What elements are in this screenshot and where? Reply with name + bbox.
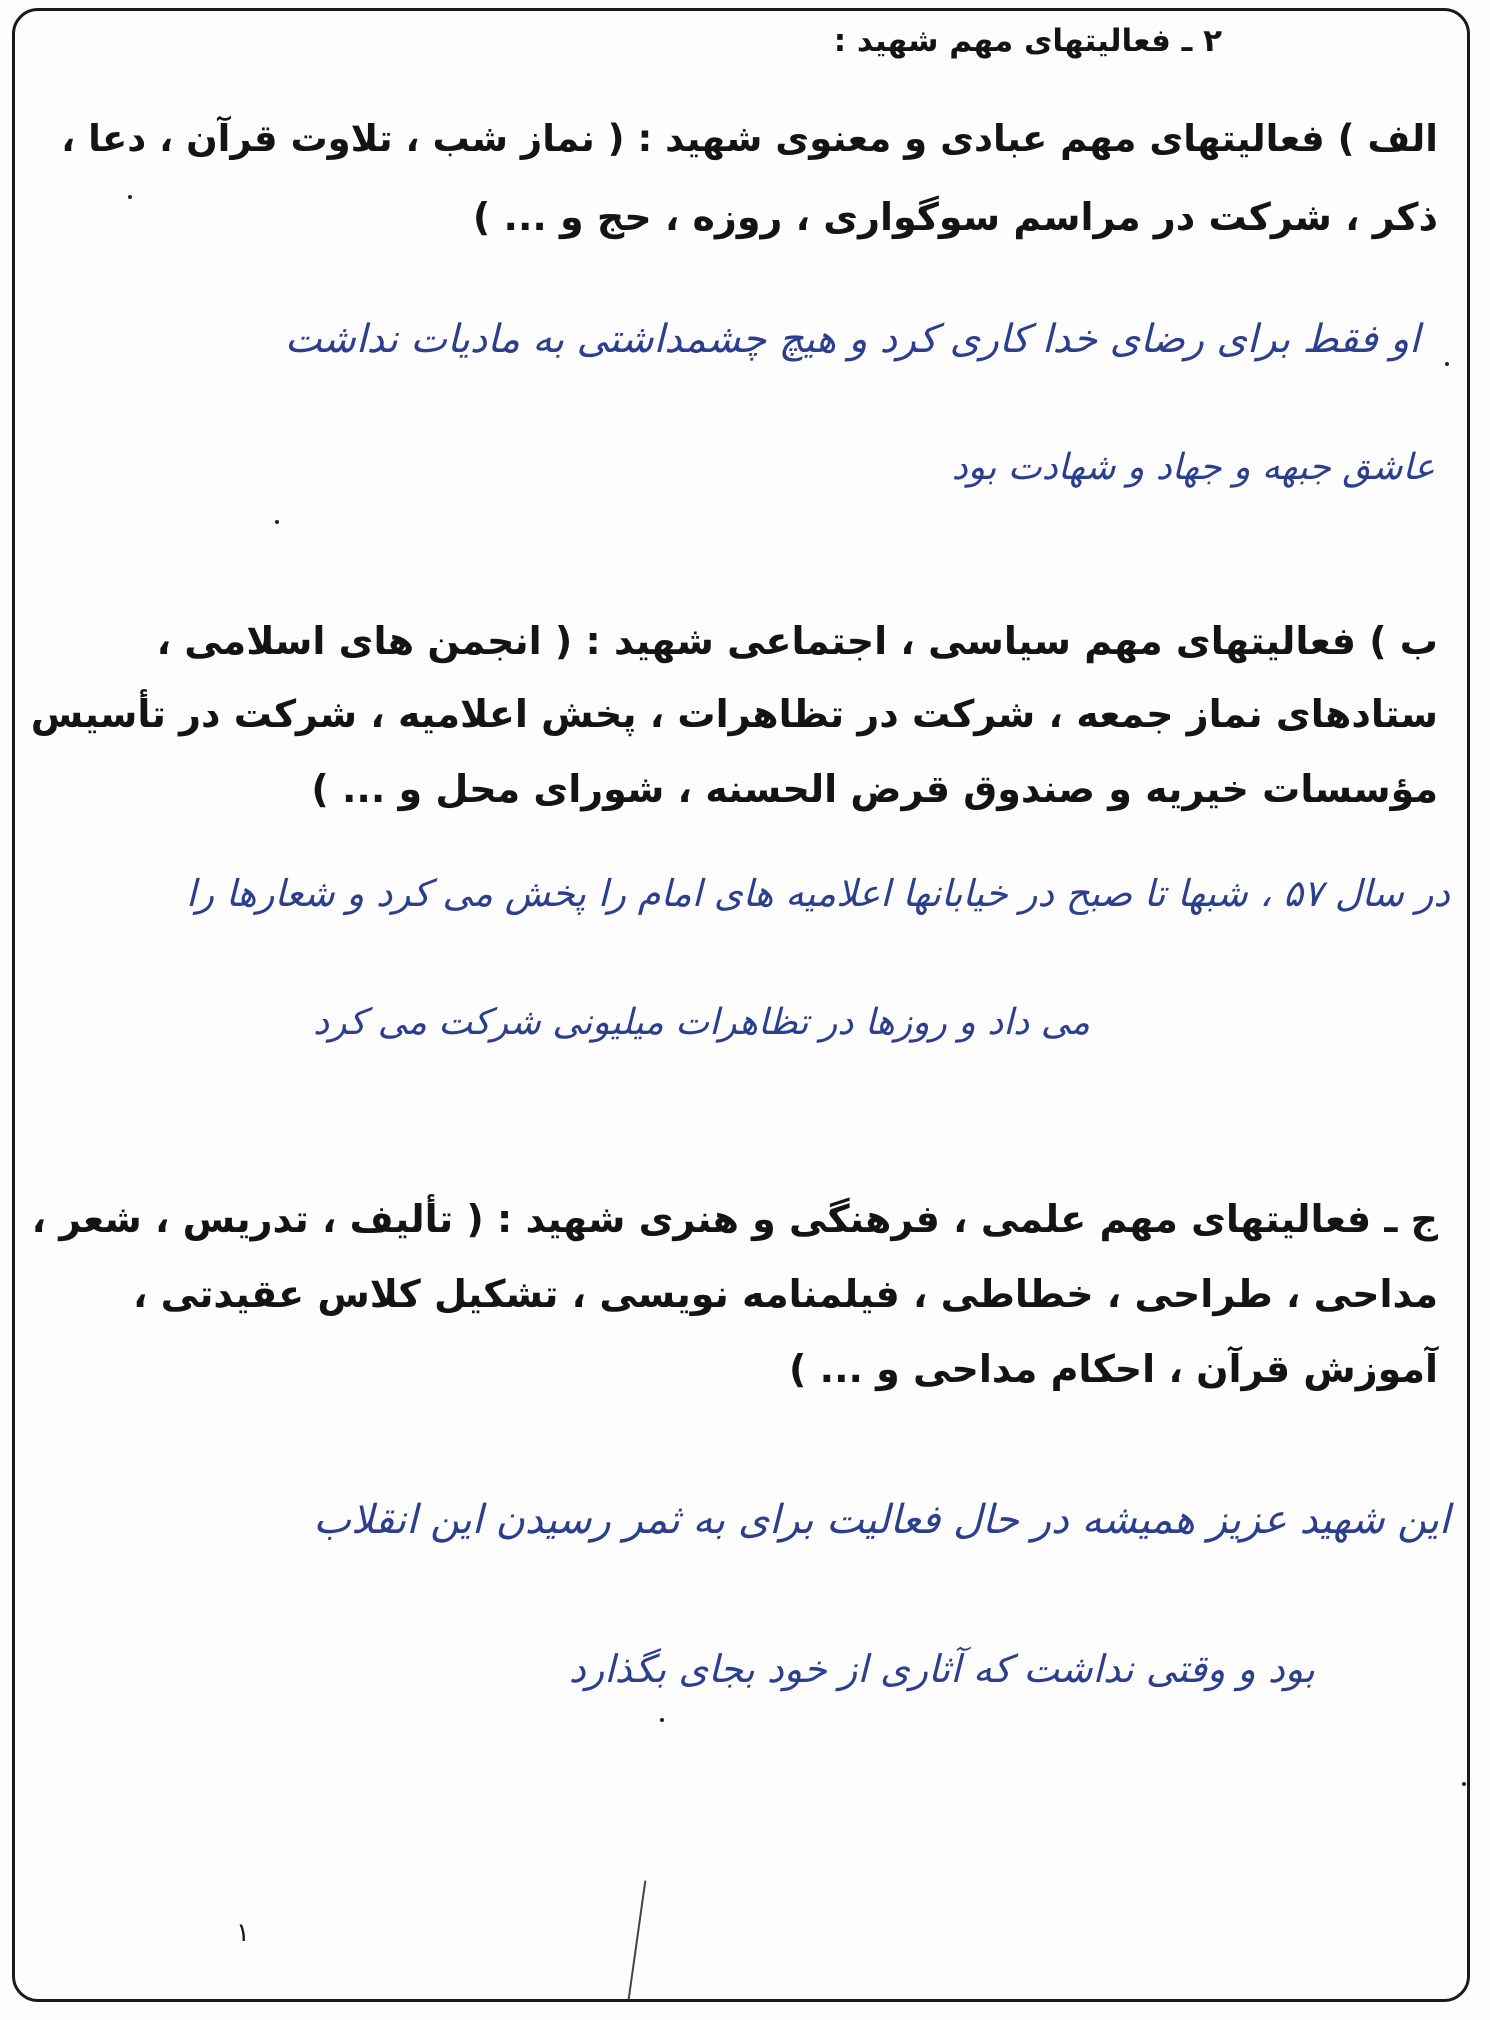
section-c-line-3: آموزش قرآن ، احکام مداحی و ... ) [789,1347,1438,1391]
section-c-handwriting-1: این شهید عزیز همیشه در حال فعالیت برای به ثمر رسیدن این انقلاب [313,1497,1450,1543]
scan-speck [1462,1782,1466,1786]
scan-speck [1445,362,1449,366]
section-b-handwriting-1: در سال ۵۷ ، شبها تا صبح در خیابانها اعلامیه های امام را پخش می کرد و شعارها را [185,872,1450,915]
section-c-handwriting-2: بود و وقتی نداشت که آثاری از خود بجای بگذارد [568,1647,1315,1691]
section-b-handwriting-2: می داد و روزها در تظاهرات میلیونی شرکت می کرد [313,1002,1090,1043]
scan-speck [660,1718,664,1722]
section-a-handwriting-1: او فقط برای رضای خدا کاری کرد و هیچ چشمداشتی به مادیات نداشت [284,317,1420,362]
section-heading: ۲ ـ فعالیتهای مهم شهید : [833,23,1222,59]
section-b-line-2: ستادهای نماز جمعه ، شرکت در تظاهرات ، پخش اعلامیه ، شرکت در تأسیس [30,692,1438,736]
section-c-line-2: مداحی ، طراحی ، خطاطی ، فیلمنامه نویسی ، تشکیل کلاس عقیدتی ، [132,1272,1438,1316]
section-c-line-1: ج ـ فعالیتهای مهم علمی ، فرهنگی و هنری شهید : ( تألیف ، تدریس ، شعر ، [31,1197,1438,1241]
section-b-line-3: مؤسسات خیریه و صندوق قرض الحسنه ، شورای محل و ... ) [311,767,1438,811]
section-a-line-1: الف ) فعالیتهای مهم عبادی و معنوی شهید : ( نماز شب ، تلاوت قرآن ، دعا ، [61,117,1438,160]
section-a-line-2: ذکر ، شرکت در مراسم سوگواری ، روزه ، حج و ... ) [472,195,1438,239]
scan-speck [128,195,132,199]
page-mark: ۱ [236,1918,250,1948]
section-b-line-1: ب ) فعالیتهای مهم سیاسی ، اجتماعی شهید : ( انجمن های اسلامی ، [156,619,1438,663]
section-a-handwriting-2: عاشق جبهه و جهاد و شهادت بود [951,447,1435,488]
scan-speck [275,520,279,524]
